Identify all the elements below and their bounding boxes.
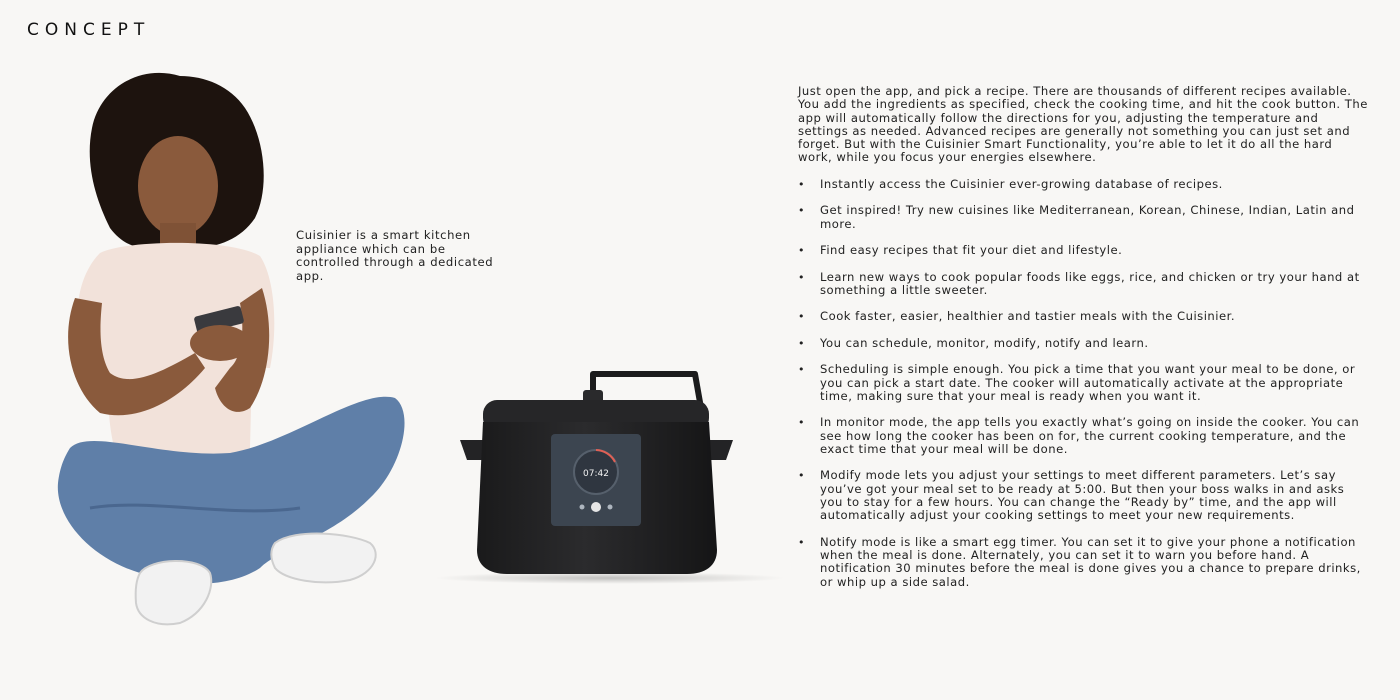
feature-item <box>798 271 1368 298</box>
description-column <box>798 85 1368 602</box>
cooker-prev-button <box>580 505 585 510</box>
cooker-display-time: 07:42 <box>583 469 609 479</box>
bullet-icon: • <box>798 204 805 218</box>
right-sneaker <box>271 534 375 583</box>
bullet-icon: • <box>798 363 805 377</box>
page-title: CONCEPT <box>27 20 151 40</box>
intro-paragraph: Just open the app, and pick a recipe. There are thousands of different recipes available. You add the ingredients as specified, check the cooking time, and hit the cook button. The app will automatically follow the directions for you, adjusting the temperature and settings as needed. Advanced recipes are generally not something you can just set and forget. But with the Cuisinier Smart Functionality, you’re able to let it do all the hard work, while you focus your energies elsewhere. <box>798 84 1368 165</box>
feature-item <box>798 244 1368 257</box>
feature-item <box>798 337 1368 350</box>
feature-item <box>798 536 1368 589</box>
woman-with-phone-image <box>30 68 410 633</box>
bullet-icon: • <box>798 270 805 284</box>
feature-text: In monitor mode, the app tells you exactly what’s going on inside the cooker. You can see how long the cooker has been on for, the current cooking temperature, and the exact time that your meal will be done. <box>820 415 1360 456</box>
cooker-next-button <box>608 505 613 510</box>
feature-text: Instantly access the Cuisinier ever-growing database of recipes. <box>820 176 1223 191</box>
product-caption: Cuisinier is a smart kitchen appliance which can be controlled through a dedicated app. <box>296 228 494 283</box>
bullet-icon: • <box>798 310 805 324</box>
feature-item <box>798 204 1368 231</box>
smart-cooker-image <box>425 360 785 590</box>
feature-text: Get inspired! Try new cuisines like Mediterranean, Korean, Chinese, Indian, Latin and more. <box>820 203 1355 231</box>
feature-list <box>798 178 1368 589</box>
bullet-icon: • <box>798 535 805 549</box>
feature-text: Learn new ways to cook popular foods like eggs, rice, and chicken or try your hand at something a little sweeter. <box>820 269 1360 297</box>
feature-item <box>798 363 1368 403</box>
left-sneaker <box>136 561 212 624</box>
cooker-side-handle-left <box>460 440 485 460</box>
bullet-icon: • <box>798 244 805 258</box>
feature-item <box>798 178 1368 191</box>
cooker-side-handle-right <box>708 440 733 460</box>
cooker-play-button <box>591 502 601 512</box>
hands <box>190 325 250 361</box>
bullet-icon: • <box>798 177 805 191</box>
feature-text: Modify mode lets you adjust your settings to meet different parameters. Let’s say you’ve got your meal set to be ready at 5:00. But then your boss walks in and asks you to stay for a few hours. You can change the “Ready by” time, and the app will automatically adjust your cooking settings to meet your new requirements. <box>820 468 1345 523</box>
feature-item <box>798 310 1368 323</box>
feature-text: Find easy recipes that fit your diet and lifestyle. <box>820 243 1123 258</box>
bullet-icon: • <box>798 469 805 483</box>
feature-item <box>798 416 1368 456</box>
face <box>138 136 218 236</box>
feature-text: Notify mode is like a smart egg timer. You can set it to give your phone a notification when the meal is done. Alternately, you can set it to warn you before hand. A notification 30 minutes before the meal is done gives you a chance to prepare drinks, or whip up a side salad. <box>820 534 1361 589</box>
bullet-icon: • <box>798 336 805 350</box>
feature-item <box>798 469 1368 522</box>
feature-text: Cook faster, easier, healthier and tastier meals with the Cuisinier. <box>820 309 1236 324</box>
feature-text: You can schedule, monitor, modify, notify and learn. <box>820 335 1149 350</box>
bullet-icon: • <box>798 416 805 430</box>
feature-text: Scheduling is simple enough. You pick a time that you want your meal to be done, or you can pick a start date. The cooker will automatically activate at the appropriate time, making sure that your meal is ready when you want it. <box>820 362 1356 403</box>
